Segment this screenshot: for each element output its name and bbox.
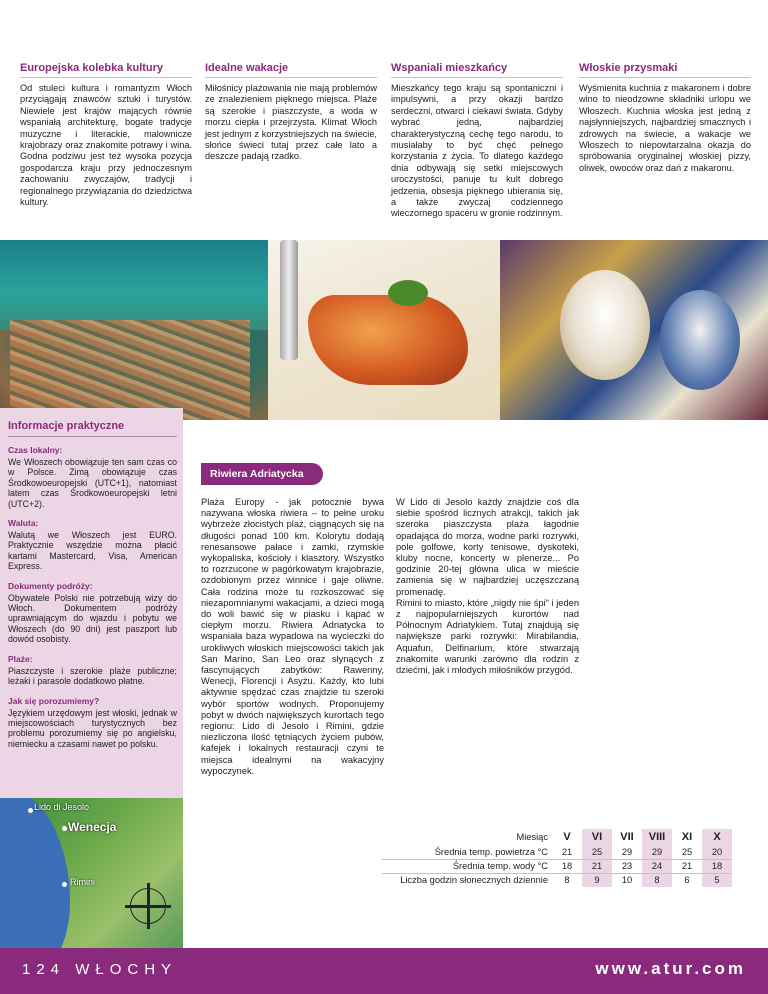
month-header: V <box>563 831 571 843</box>
region-map <box>0 798 183 948</box>
column-food <box>579 62 751 174</box>
row-label: Liczba godzin słonecznych dziennie <box>400 875 548 886</box>
climate-table <box>382 829 732 887</box>
cell: 29 <box>612 845 642 859</box>
month-header: VII <box>620 831 634 843</box>
cell: 25 <box>672 845 702 859</box>
map-label-lido: Lido di Jesolo <box>34 802 90 812</box>
cell: 18 <box>552 859 582 873</box>
cell: 9 <box>582 873 612 887</box>
riviera-column-1 <box>201 497 384 777</box>
cell: 29 <box>642 845 672 859</box>
month-header: VIII <box>642 829 672 845</box>
month-header: VI <box>582 829 612 845</box>
info-heading: Waluta: <box>8 518 39 529</box>
row-label: Średnia temp. wody °C <box>382 859 552 873</box>
cell: 18 <box>702 859 732 873</box>
cell: 21 <box>582 859 612 873</box>
column-title: Wspaniali mieszkańcy <box>391 62 563 78</box>
column-people <box>391 62 563 220</box>
map-pin <box>28 808 33 813</box>
riviera-text: Plaża Europy - jak potocznie bywa nazywana włoska riwiera – to pełne uroku wybrzeże złocistych plaż, ciągnących się na długości ponad 100 km. Kolorytu dodają renesansowe pałace i zamki, rzymskie wykopaliska, kościoły i klasztory. Wszystko to rozrzucone w pagórkowatym krajobrazie, ozdobionym przez winnice i gaje oliwne. Cała rodzina może tu rozkoszować się niezapomnianymi wakacjami, a dzieci mogą do woli bawić się w piasku i kąpać w ciepłym morzu. Riwiera Adriatycka to wspaniała baza wypadowa na wycieczki do urokliwych włoskich miejscowości takich jak San Marino, San Leo oraz słynących z fascynujących zabytków: Rawenny, Wenecji, Florencji i Asyżu. Każdy, kto lubi aktywnie spędzać czas znajdzie tu szeroki wybór sportów wodnych. Proponujemy pobyt w dwóch największych kurortach tego regionu: Lido di Jesolo i Rimini, gdzie niezliczona ilość tętniących życiem pubów, kafejek i lokalnych restauracji czyni te miejsca idealnymi na wakacyjny wypoczynek. <box>201 497 384 776</box>
cell: 8 <box>642 873 672 887</box>
riviera-text: W Lido di Jesolo każdy znajdzie coś dla siebie spośród licznych atrakcji, takich jak szeroka piaszczysta plaża łagodnie opadająca do morza, wodne parki rozrywki, pole golfowe, korty tenisowe, dyskoteki, kluby nocne, koncerty w plenerze... Po godzinie 20-tej główna ulica w mieście zamienia się w najbardziej uczęszczaną promenadę. <box>396 497 579 597</box>
website-link[interactable]: www.atur.com <box>595 959 746 978</box>
month-header: X <box>702 829 732 845</box>
info-text: We Włoszech obowiązuje ten sam czas co w Polsce. Zimą obowiązuje czas Środkowoeuropejski (UTC+1), natomiast latem czas Środkowoeuropejski letni (UTC+2). <box>8 457 177 509</box>
column-text: Wyśmienita kuchnia z makaronem i dobre wino to nieodzowne składniki urlopu we Włoszech. Kuchnia włoska jest jedną z najsłynniejszych, najbardziej smacznych i zdrowych na świecie, a wakacje we Włoszech to niepowtarzalna okazja do spróbowania oryginalnej włoskiej pizzy, oliwek, owoców oraz dań z makaronu. <box>579 83 751 173</box>
cell: 24 <box>642 859 672 873</box>
column-text: Mieszkańcy tego kraju są spontaniczni i impulsywni, a przy okazji bardzo serdeczni, otwarci i ciekawi świata. Gdyby wybrać jedną, najbardziej charakterystyczną cechę tego narodu, to musiałaby to być chęć pełnego korzystania z życia. To dlatego każdego dnia odbywają się setki miejscowych uroczystości, panuje tu kult dobrego jedzenia, obsesja pięknego ubierania się, a także zwyczaj codziennego wieczornego spaceru w gronie rodzinnym. <box>391 83 563 219</box>
column-title: Europejska kolebka kultury <box>20 62 192 78</box>
riviera-text: Rimini to miasto, które „nigdy nie śpi" i jeden z najpopularniejszych kurortów nad Północnym Adriatykiem. Tutaj znajdują się największe parki rozrywki: Mirabilandia, Aquafun, Delfinarium, które stwarzają znakomite warunki zarówno dla rodzin z dziećmi, jak i młodych miłośników przygód. <box>396 597 579 676</box>
cell: 10 <box>621 875 633 886</box>
page-number: 124 WŁOCHY <box>22 961 178 978</box>
row-label: Średnia temp. powietrza °C <box>382 845 552 859</box>
climate-header: Miesiąc <box>516 832 548 842</box>
footer-bar <box>0 948 768 994</box>
info-heading: Dokumenty podróży: <box>8 580 93 591</box>
column-holidays <box>205 62 377 163</box>
column-text: Od stuleci kultura i romantyzm Włoch przyciągają znawców sztuki i turystów. Niewiele jest krajów mających równie wspaniałą architekturę, bogate tradycje muzyczne i literackie, malownicze krajobrazy oraz znakomite potrawy i wina. Godna podziwu jest też wysoka pozycja gospodarcza kraju przy jednoczesnym zachowaniu zwyczajów, tradycji i regionalnego przywiązania do dziedzictwa kultury. <box>20 83 192 208</box>
practical-info-panel <box>0 408 183 798</box>
column-culture <box>20 62 192 208</box>
cell: 21 <box>672 859 702 873</box>
table-row <box>382 845 732 859</box>
map-pin <box>62 882 67 887</box>
venetian-masks-photo <box>500 240 768 420</box>
map-label-rimini: Rimini <box>70 877 96 887</box>
cell: 8 <box>564 875 570 886</box>
info-text: Obywatele Polski nie potrzebują wizy do Włoch. Dokumentem podróży uprawniającym do wjazdu i pobytu we Włoszech (do 90 dni) jest paszport lub dowód osobisty. <box>8 592 177 645</box>
riviera-column-2 <box>396 497 579 676</box>
table-row <box>382 873 732 887</box>
info-heading: Jak się porozumiemy? <box>8 695 100 706</box>
info-text: Walutą we Włoszech jest EURO. Praktycznie wszędzie można płacić kartami Mastercard, Visa, American Express. <box>8 530 177 572</box>
cell: 21 <box>552 845 582 859</box>
info-text: Językiem urzędowym jest włoski, jednak w miejscowościach turystycznych bez problemu porozumiemy się po angielsku, niemiecku a czasami nawet po polsku. <box>8 707 177 749</box>
lasagna-photo <box>268 240 500 420</box>
month-header: XI <box>681 831 693 843</box>
info-text: Piaszczyste i szerokie plaże publiczne; leżaki i parasole dodatkowo płatne. <box>8 665 177 687</box>
cell: 25 <box>582 845 612 859</box>
column-text: Miłośnicy plażowania nie mają problemów ze znalezieniem pięknego miejsca. Plaże są szerokie i piaszczyste, a woda w morzu ciepła i przejrzysta. Klimat Włoch jest jednym z korzystniejszych na świecie, słońce świeci tutaj przez całe lato a deszcze padają rzadko. <box>205 83 377 162</box>
cell: 23 <box>612 859 642 873</box>
cell: 5 <box>702 873 732 887</box>
column-title: Włoskie przysmaki <box>579 62 751 78</box>
photo-strip <box>0 240 768 420</box>
cell: 6 <box>684 875 690 886</box>
compass-icon <box>130 888 166 924</box>
map-label-venice: Wenecja <box>68 820 117 834</box>
cell: 20 <box>702 845 732 859</box>
lake-town-photo <box>0 240 268 420</box>
info-heading: Czas lokalny: <box>8 445 63 455</box>
table-row <box>382 859 732 873</box>
practical-info-title: Informacje praktyczne <box>8 420 177 437</box>
riviera-badge: Riwiera Adriatycka <box>201 463 323 485</box>
info-heading: Plaże: <box>8 653 33 664</box>
column-title: Idealne wakacje <box>205 62 377 78</box>
map-pin <box>62 826 67 831</box>
